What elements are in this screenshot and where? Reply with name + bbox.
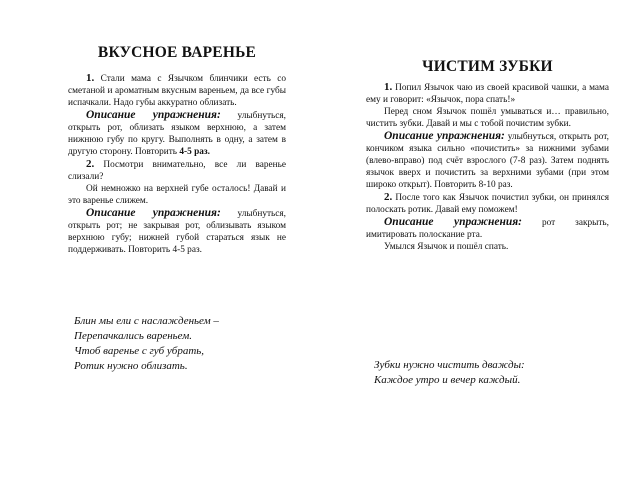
- poem-line: Ротик нужно облизать.: [74, 360, 188, 372]
- exercise-number: 1.: [384, 81, 393, 93]
- paragraph-text: Попил Язычок чаю из своей красивой чашки, а мама ему и говорит: «Язычок, пора спать!»: [366, 83, 609, 105]
- left-poem: [74, 314, 294, 374]
- right-paragraph-5: [366, 216, 609, 241]
- exercise-description-label: Описание упражнения:: [384, 130, 505, 142]
- paragraph-text: Умылся Язычок и пошёл спать.: [384, 242, 509, 252]
- exercise-description-label: Описание упражнения:: [384, 216, 523, 228]
- left-paragraph-1: [68, 72, 286, 109]
- exercise-description-label: Описание упражнения:: [86, 207, 221, 219]
- paragraph-text: Посмотри внимательно, все ли варенье слизали?: [68, 160, 286, 182]
- exercise-number: 2.: [384, 191, 393, 203]
- exercise-number: 1.: [86, 72, 95, 84]
- right-body: [366, 81, 609, 253]
- left-paragraph-2: [68, 109, 286, 158]
- poem-line: Чтоб варенье с губ убрать,: [74, 345, 205, 357]
- paragraph-text: улыбнуться, открыть рот, облизать языком верхнюю, а затем нижнюю губу по кругу. Выполнять в одну, а затем в другую сторону. Повторить: [68, 111, 286, 157]
- poem-line: Блин мы ели с наслажденьем –: [74, 315, 219, 327]
- right-paragraph-2: [366, 106, 609, 130]
- paragraph-text: рот закрыть, имитировать полоскание рта.: [366, 218, 609, 240]
- exercise-number: 2.: [86, 158, 95, 170]
- right-paragraph-3: [366, 130, 609, 191]
- left-paragraph-3: [68, 158, 286, 183]
- paragraph-text: Стали мама с Язычком блинчики есть со сметаной и ароматным вкусным вареньем, да все губы испачкали. Надо губы аккуратно облизать.: [68, 74, 286, 108]
- poem-line: Каждое утро и вечер каждый.: [374, 374, 521, 386]
- left-body: [68, 72, 286, 256]
- poem-line: Зубки нужно чистить дважды:: [374, 359, 525, 371]
- paragraph-text: улыбнуться, открыть рот, кончиком языка сильно «почистить» за нижними зубами (влево-вправо) под счёт взрослого (7-8 раз). Затем поднять язычок вверх и почистить за верхними зубами (при этом широко открыт). Повторить 8-10 раз.: [366, 132, 609, 190]
- paragraph-text: После того как Язычок почистил зубки, он принялся полоскать ротик. Давай ему поможем!: [366, 193, 609, 215]
- poem-line: Перепачкались вареньем.: [74, 330, 193, 342]
- right-poem: [374, 358, 604, 388]
- right-paragraph-4: [366, 191, 609, 216]
- right-paragraph-1: [366, 81, 609, 106]
- paragraph-text: Ой немножко на верхней губе осталось! Давай и это варенье слижем.: [68, 184, 286, 206]
- left-title: ВКУСНОЕ ВАРЕНЬЕ: [97, 44, 257, 61]
- right-paragraph-6: [366, 241, 609, 253]
- exercise-description-label: Описание упражнения:: [86, 109, 221, 121]
- paragraph-text: улыбнуться, открыть рот; не закрывая рот, облизывать языком верхнюю губу; нижней губой стараться язык не поддерживать. Повторить 4-5 раз.: [68, 209, 286, 255]
- paragraph-text: Перед сном Язычок пошёл умываться и… правильно, чистить зубки. Давай и мы с тобой почистим зубки.: [366, 107, 609, 129]
- left-paragraph-5: [68, 207, 286, 256]
- right-title: ЧИСТИМ ЗУБКИ: [422, 58, 553, 75]
- left-paragraph-4: [68, 183, 286, 207]
- repeat-count: 4-5 раз.: [179, 147, 210, 157]
